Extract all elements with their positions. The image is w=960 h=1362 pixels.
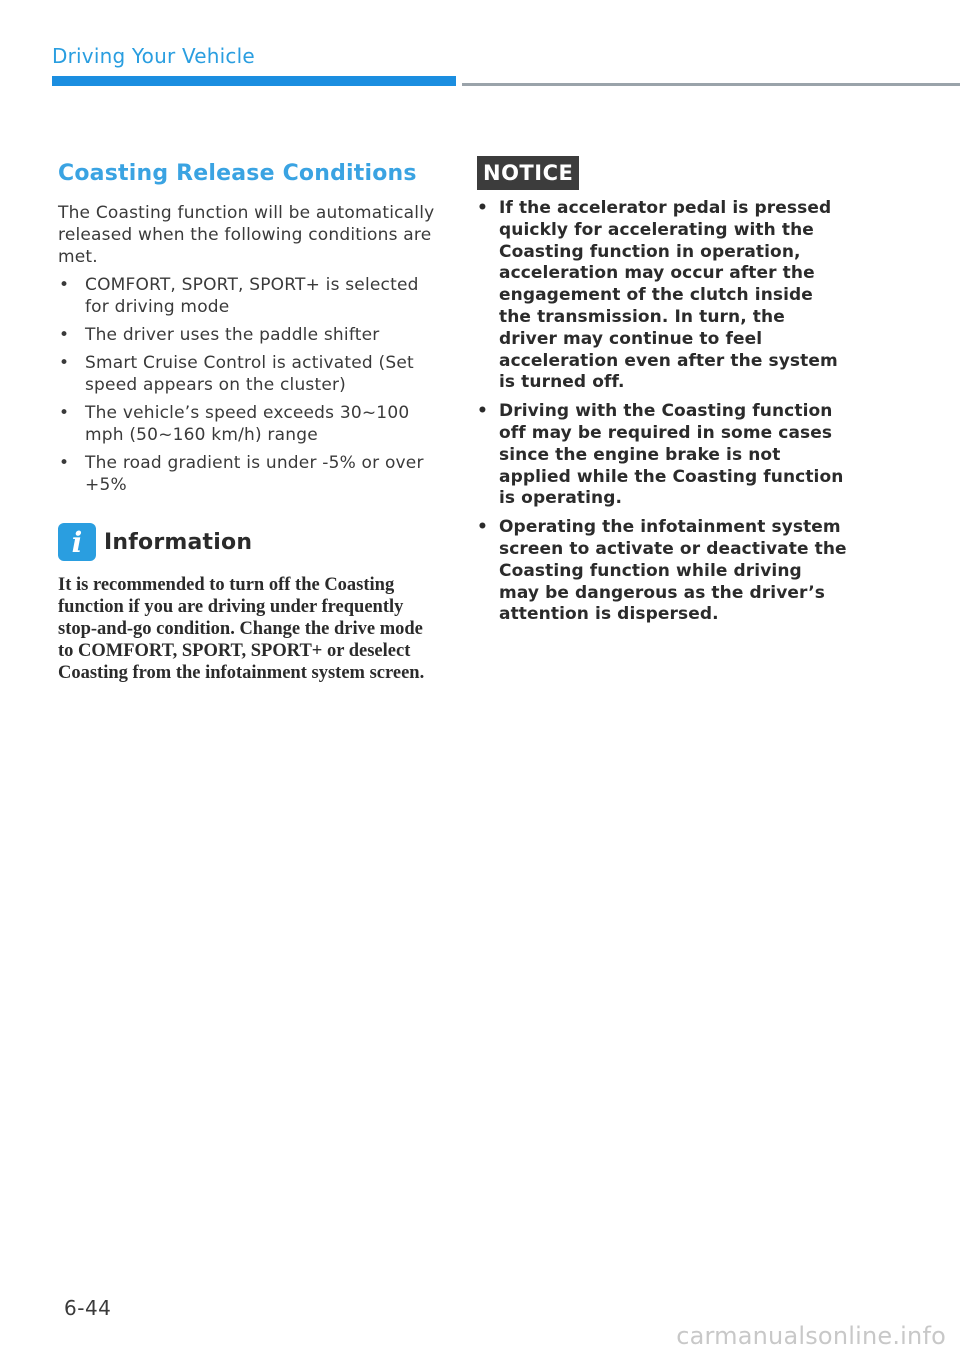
right-column (477, 156, 847, 633)
list-item-text: If the accelerator pedal is pressed quickly for accelerating with the Coasting function in operation, acceleration may occur after the engagement of the clutch inside the transmission. In turn, the driver may continue to feel acceleration even after the system is turned off. (499, 198, 838, 393)
list-item-text: Driving with the Coasting function off may be required in some cases since the engine brake is not applied while the Coasting function is operating. (499, 401, 844, 509)
list-item-text: The road gradient is under -5% or over +5% (85, 453, 424, 495)
bullet-icon: • (59, 453, 70, 473)
list-item-text: The vehicle’s speed exceeds 30~100 mph (50~160 km/h) range (85, 403, 410, 445)
notice-list (477, 198, 847, 626)
list-item (477, 401, 847, 510)
page-number: 6-44 (64, 1296, 112, 1320)
bullet-icon: • (477, 198, 488, 218)
list-item-text: Smart Cruise Control is activated (Set speed appears on the cluster) (85, 353, 414, 395)
bullet-icon: • (59, 353, 70, 373)
list-item (58, 352, 438, 396)
list-item (58, 274, 438, 318)
watermark: carmanualsonline.info (676, 1322, 946, 1350)
section-heading: Coasting Release Conditions (58, 161, 417, 186)
info-icon: i (58, 523, 96, 561)
header-rule (462, 83, 960, 86)
bullet-icon: • (477, 517, 488, 538)
information-header (58, 522, 438, 562)
bullet-icon: • (59, 403, 70, 423)
bullet-icon: • (59, 275, 70, 295)
list-item-text: Operating the infotainment system screen to activate or deactivate the Coasting function while driving may be dangerous as the driver’s attention is dispersed. (499, 517, 847, 625)
section-title: Driving Your Vehicle (52, 44, 255, 68)
intro-paragraph: The Coasting function will be automatically released when the following conditions are met. (58, 203, 435, 267)
list-item (58, 324, 438, 346)
list-item-text: The driver uses the paddle shifter (85, 325, 380, 345)
bullet-icon: • (59, 325, 70, 345)
left-column (58, 158, 438, 684)
information-body: It is recommended to turn off the Coasting function if you are driving under frequently stop-and-go condition. Change the drive mode to COMFORT, SPORT, SPORT+ or deselect Coasting from the infotainment system screen. (58, 575, 425, 683)
list-item (58, 402, 438, 446)
list-item (477, 517, 847, 626)
notice-badge: NOTICE (477, 156, 579, 190)
header-accent-bar (52, 76, 456, 86)
list-item (58, 452, 438, 496)
list-item-text: COMFORT, SPORT, SPORT+ is selected for driving mode (85, 275, 419, 317)
list-item (477, 198, 847, 394)
bullet-icon: • (477, 401, 488, 422)
information-title: Information (104, 529, 253, 555)
release-conditions-list (58, 274, 438, 496)
